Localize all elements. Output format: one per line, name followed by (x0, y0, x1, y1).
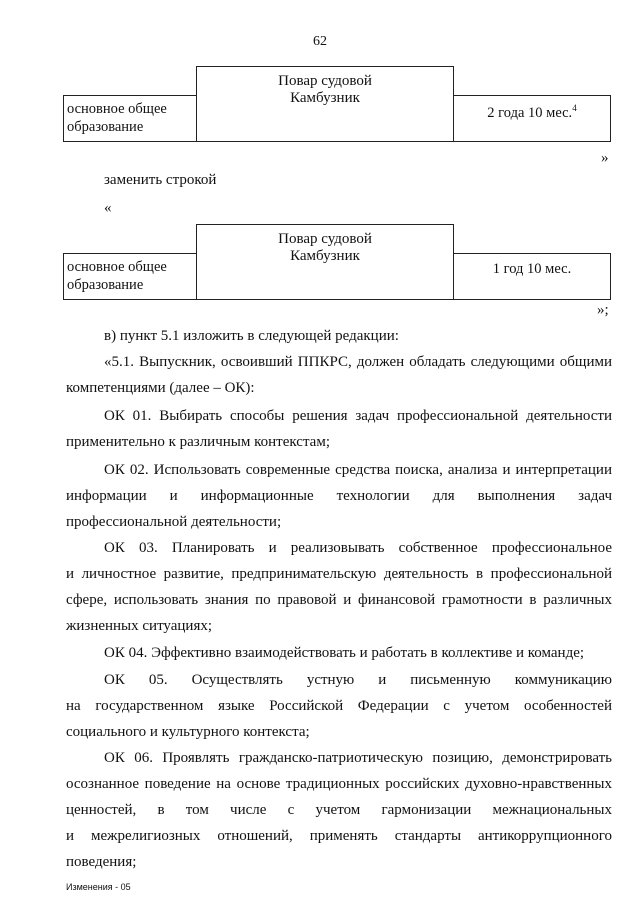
point-5-1-intro: в) пункт 5.1 изложить в следующей редакции: (104, 328, 399, 344)
replace-label: заменить строкой (104, 172, 217, 188)
open-quote: « (104, 200, 112, 216)
page-number: 62 (313, 34, 327, 49)
ok06-line-1: ОК 06. Проявлять гражданско-патриотическую позицию, демонстрировать (104, 750, 612, 766)
old-profession-line-2: Камбузник (290, 90, 360, 106)
new-education-line-2: образование (67, 277, 144, 293)
ok05-line-3: социального и культурного контекста; (66, 724, 310, 740)
ok01-line-2: применительно к различным контекстам; (66, 434, 330, 450)
old-table-row (63, 66, 611, 142)
new-closing-quote: »; (597, 302, 609, 318)
new-education-cell (63, 253, 197, 300)
ok01-line-1: ОК 01. Выбирать способы решения задач профессиональной деятельности (104, 408, 612, 424)
old-education-line-1: основное общее (67, 101, 167, 117)
new-table-row (63, 224, 611, 300)
new-duration: 1 год 10 мес. (492, 261, 572, 277)
ok05-line-2: на государственном языке Российской Федерации с учетом особенностей (66, 698, 612, 714)
old-duration-value: 2 года 10 мес. (487, 104, 573, 121)
ok03-line-2: и личностное развитие, предпринимательскую деятельность в профессиональной (66, 566, 612, 582)
old-education-cell (63, 95, 197, 142)
ok05-line-1: ОК 05. Осуществлять устную и письменную коммуникацию (104, 672, 612, 688)
new-profession-line-2: Камбузник (290, 248, 360, 264)
footer-note: Изменения - 05 (66, 882, 131, 892)
ok03-line-1: ОК 03. Планировать и реализовывать собственное профессиональное (104, 540, 612, 556)
new-education-line-1: основное общее (67, 259, 167, 275)
old-duration (453, 103, 611, 122)
old-duration-footnote: 4 (572, 103, 577, 113)
new-profession-line-1: Повар судовой (278, 231, 372, 247)
new-profession-cell (196, 224, 454, 300)
ok04-line-1: ОК 04. Эффективно взаимодействовать и работать в коллективе и команде; (104, 645, 585, 661)
ok02-line-1: ОК 02. Использовать современные средства поиска, анализа и интерпретации (104, 462, 612, 478)
new-duration-cell (453, 253, 611, 300)
ok06-line-5: поведения; (66, 854, 137, 870)
old-closing-quote: » (601, 150, 609, 166)
ok06-line-3: ценностей, в том числе с учетом гармонизации межнациональных (66, 802, 612, 818)
ok02-line-3: профессиональной деятельности; (66, 514, 282, 530)
ok06-line-2: осознанное поведение на основе традиционных российских духовно-нравственных (66, 776, 612, 792)
old-education-line-2: образование (67, 119, 144, 135)
old-profession-cell (196, 66, 454, 142)
ok02-line-2: информации и информационные технологии для выполнения задач (66, 488, 612, 504)
para-5-1-line-2: компетенциями (далее – ОК): (66, 380, 255, 396)
ok06-line-4: и межрелигиозных отношений, применять стандарты антикоррупционного (66, 828, 612, 844)
old-duration-cell (453, 95, 611, 142)
ok03-line-3: сфере, использовать знания по правовой и финансовой грамотности в различных (66, 592, 612, 608)
para-5-1-line-1: «5.1. Выпускник, освоивший ППКРС, должен обладать следующими общими (104, 354, 612, 370)
old-profession-line-1: Повар судовой (278, 73, 372, 89)
ok03-line-4: жизненных ситуациях; (66, 618, 213, 634)
